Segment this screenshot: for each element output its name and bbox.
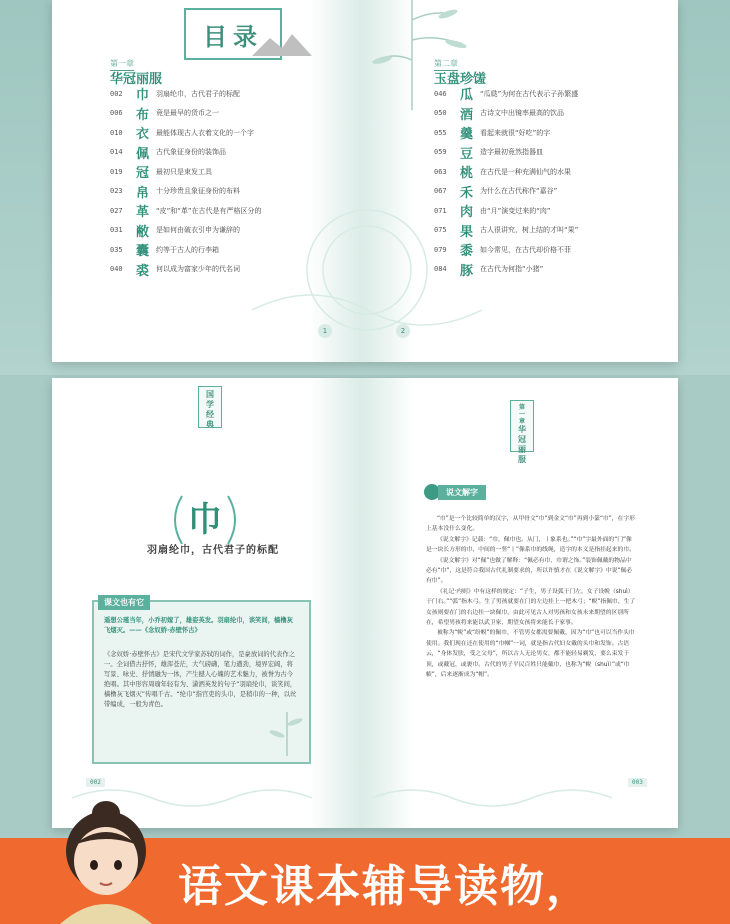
toc-page: 040 <box>110 265 123 274</box>
explanation-text <box>426 514 636 681</box>
toc-char: 酒 <box>460 107 474 123</box>
toc-text: 十分珍贵且象征身份的布料 <box>156 187 240 196</box>
explanation-paragraph: “巾”是一个比较简单的汉字，从甲骨文“巾”到金文“巾”再到小篆“巾”，在字形上基本没什么变化。 <box>426 516 635 533</box>
toc-page: 046 <box>434 89 447 98</box>
toc-char: 冠 <box>136 166 150 182</box>
toc-text: 在古代是一种充满仙气的水果 <box>480 167 571 176</box>
toc-page: 084 <box>434 265 447 274</box>
section-subtitle: 羽扇纶巾，古代君子的标配 <box>147 545 279 556</box>
toc-item[interactable] <box>110 240 262 260</box>
vertical-tag-left-text: 国学经典 <box>206 390 214 429</box>
chapter-tag-right: 第二章 <box>434 58 458 71</box>
explanation-paragraph: 《说文解字》对“佩”也做了解释：“佩必有巾，巾谓之饰。”装饰佩戴的物品中必有“巾”，这是符合我国古代礼制要求的，所以许慎才在《说文解字》中说“佩必有巾”。 <box>426 557 633 585</box>
toc-text: 竟是最早的货币之一 <box>156 109 219 118</box>
toc-char: 羹 <box>460 127 474 143</box>
poem-body: 《念奴娇·赤壁怀古》是宋代文学家苏轼的词作，是豪放词的代表作之一。全词借古抒怀，雄浑苍茫，大气磅礴，笔力遒劲，境界宏阔，将写景、咏史、抒情融为一体，产生撼人心魄的艺术魅力，被誉为古今绝唱。其中形容周瑜年轻有为、潇洒英发的句子“羽扇纶巾，谈笑间，樯橹灰飞烟灭”传唱千古。“纶巾”指官吏的头巾，是稍巾的一种，以丝带编成，一般为青色。 <box>104 651 297 708</box>
book-gutter <box>310 378 414 828</box>
toc-text: 古人很讲究，树上结的才叫“果” <box>480 226 579 235</box>
toc-page: 079 <box>434 245 447 254</box>
toc-char: 帛 <box>136 185 150 201</box>
toc-text: 最初只是束发工具 <box>156 167 212 176</box>
cartoon-scholar-icon <box>40 795 170 924</box>
toc-item[interactable] <box>434 221 578 241</box>
toc-text: 为什么在古代称作“嘉谷” <box>480 187 558 196</box>
wave-footer-right-icon <box>372 778 662 818</box>
toc-char: 巾 <box>136 88 150 104</box>
toc-page: 006 <box>110 109 123 118</box>
toc-char: 黍 <box>460 244 474 260</box>
toc-page: 031 <box>110 226 123 235</box>
toc-char: 囊 <box>136 244 150 260</box>
toc-text: “皮”和“革”在古代是有严格区分的 <box>156 206 262 215</box>
toc-list-left <box>110 84 262 279</box>
hero-character <box>160 492 250 548</box>
chapter-title-left: 华冠丽服 <box>110 72 163 87</box>
toc-item[interactable] <box>110 123 262 143</box>
toc-title: 目录 <box>184 8 282 60</box>
toc-page: 063 <box>434 167 447 176</box>
poem-tag: 课文也有它 <box>98 595 150 610</box>
toc-char: 佩 <box>136 146 150 162</box>
toc-page: 075 <box>434 226 447 235</box>
toc-item[interactable] <box>434 182 578 202</box>
toc-char: 肉 <box>460 205 474 221</box>
toc-page: 002 <box>110 89 123 98</box>
toc-item[interactable] <box>434 84 578 104</box>
toc-char: 瓜 <box>460 88 474 104</box>
toc-text: 看起来就很“好吃”的字 <box>480 128 551 137</box>
toc-text: 古代象征身份的装饰品 <box>156 148 226 157</box>
hero-char: 巾 <box>188 500 222 540</box>
toc-text: 何以成为富家少年的代名词 <box>156 265 240 274</box>
toc-char: 布 <box>136 107 150 123</box>
toc-item[interactable] <box>110 221 262 241</box>
toc-text: 由“月”演变过来的“肉” <box>480 206 551 215</box>
toc-char: 豆 <box>460 146 474 162</box>
footer-page-left: 002 <box>86 778 105 787</box>
toc-text: 造字最初竟然指器皿 <box>480 148 543 157</box>
toc-list-right <box>434 84 578 279</box>
toc-item[interactable] <box>434 260 578 280</box>
toc-char: 豚 <box>460 263 474 279</box>
toc-page: 050 <box>434 109 447 118</box>
toc-page: 035 <box>110 245 123 254</box>
toc-item[interactable] <box>434 143 578 163</box>
toc-page: 067 <box>434 187 447 196</box>
page-number-2: 2 <box>396 324 410 338</box>
toc-page: 071 <box>434 206 447 215</box>
vertical-tag-left <box>198 386 222 428</box>
vertical-tag-right-chapter: 第一章 <box>518 404 525 425</box>
toc-page: 019 <box>110 167 123 176</box>
shuowen-tag <box>424 484 486 500</box>
toc-char: 裘 <box>136 263 150 279</box>
toc-text: 古诗文中出镜率最高的饮品 <box>480 109 564 118</box>
toc-text: 在古代为何指“小猪” <box>480 265 544 274</box>
toc-item[interactable] <box>110 260 262 280</box>
toc-char: 禾 <box>460 185 474 201</box>
toc-item[interactable] <box>434 240 578 260</box>
toc-text: 如今常见，在古代却价格不菲 <box>480 245 571 254</box>
bamboo-corner-icon <box>265 708 305 758</box>
toc-page: 027 <box>110 206 123 215</box>
toc-item[interactable] <box>110 143 262 163</box>
toc-item[interactable] <box>434 104 578 124</box>
toc-text: 羽扇纶巾，古代君子的标配 <box>156 89 240 98</box>
explanation-paragraph: 《礼记·内则》中有这样的规定：“子生，男子设弧于门左，女子设帨（shuì）于门右。”“弧”指木弓。生了男孩就要在门的左边挂上一把木弓；“帨”指佩巾，生了女孩则要在门的右边挂一块佩巾，由此可见古人对男孩和女孩未来期望的区别所在，希望男孩将来能以武卫家，期望女孩将来能长于家事。 <box>426 588 636 627</box>
toc-char: 衣 <box>136 127 150 143</box>
toc-page: 059 <box>434 148 447 157</box>
toc-item[interactable] <box>434 201 578 221</box>
toc-page: 014 <box>110 148 123 157</box>
page-number-1: 1 <box>318 324 332 338</box>
toc-text: 最能体现古人衣着文化的一个字 <box>156 128 254 137</box>
explanation-paragraph: 《说文解字》记载：“巾，佩巾也。从冂，丨象系也。”“巾”字最外面的“冂”像是一块长方形的巾，中间的一竖“丨”像系巾的线绳，造字的本义是指挂起来的巾。 <box>426 536 635 554</box>
toc-page: 023 <box>110 187 123 196</box>
toc-char: 敝 <box>136 224 150 240</box>
toc-item[interactable] <box>434 162 578 182</box>
mountain-icon <box>252 30 312 58</box>
toc-item[interactable] <box>434 123 578 143</box>
toc-item[interactable] <box>110 104 262 124</box>
vertical-tag-right <box>510 400 534 464</box>
toc-char: 革 <box>136 205 150 221</box>
toc-item[interactable] <box>110 201 262 221</box>
toc-text: 是如何由破衣引申为谦辞的 <box>156 226 240 235</box>
toc-item[interactable] <box>110 84 262 104</box>
footer-page-right: 003 <box>628 778 647 787</box>
toc-item[interactable] <box>110 162 262 182</box>
toc-text: 约等于古人的行李箱 <box>156 245 219 254</box>
explanation-paragraph: 被称为“帨”或“纷帨”的佩巾，不管男女都需要佩戴，因为“巾”也可以当作头巾使用。我们现在还在使用的“巾帼”一词，就是指古代妇女戴的头巾和发饰。古语云，“身体发肤，受之父母”，所以古人无论男女，都不能轻易剃发，要么束发于顶，或戴冠，或裹巾。古代的男子平民百姓只能戴巾，也称为“帨（shuì）”或“巾帻”，后来逐渐成为“帽”。 <box>426 630 635 679</box>
toc-item[interactable] <box>110 182 262 202</box>
toc-char: 桃 <box>460 166 474 182</box>
chapter-title-right: 玉盘珍馐 <box>434 72 487 87</box>
vertical-tag-right-text: 华冠丽服 <box>518 425 526 464</box>
banner-text: 语文课本辅导读物， <box>178 861 592 912</box>
shuowen-label: 说文解字 <box>438 485 486 500</box>
toc-text: “瓜瓞”为何在古代表示子孙繁盛 <box>480 89 579 98</box>
chapter-tag-left: 第一章 <box>110 58 134 71</box>
poem-lines: 遥想公瑾当年，小乔初嫁了，雄姿英发。羽扇纶巾，谈笑间，樯橹灰飞烟灭。——《念奴娇·赤壁怀古》 <box>104 617 293 634</box>
toc-page: 010 <box>110 128 123 137</box>
toc-page: 055 <box>434 128 447 137</box>
toc-char: 果 <box>460 224 474 240</box>
